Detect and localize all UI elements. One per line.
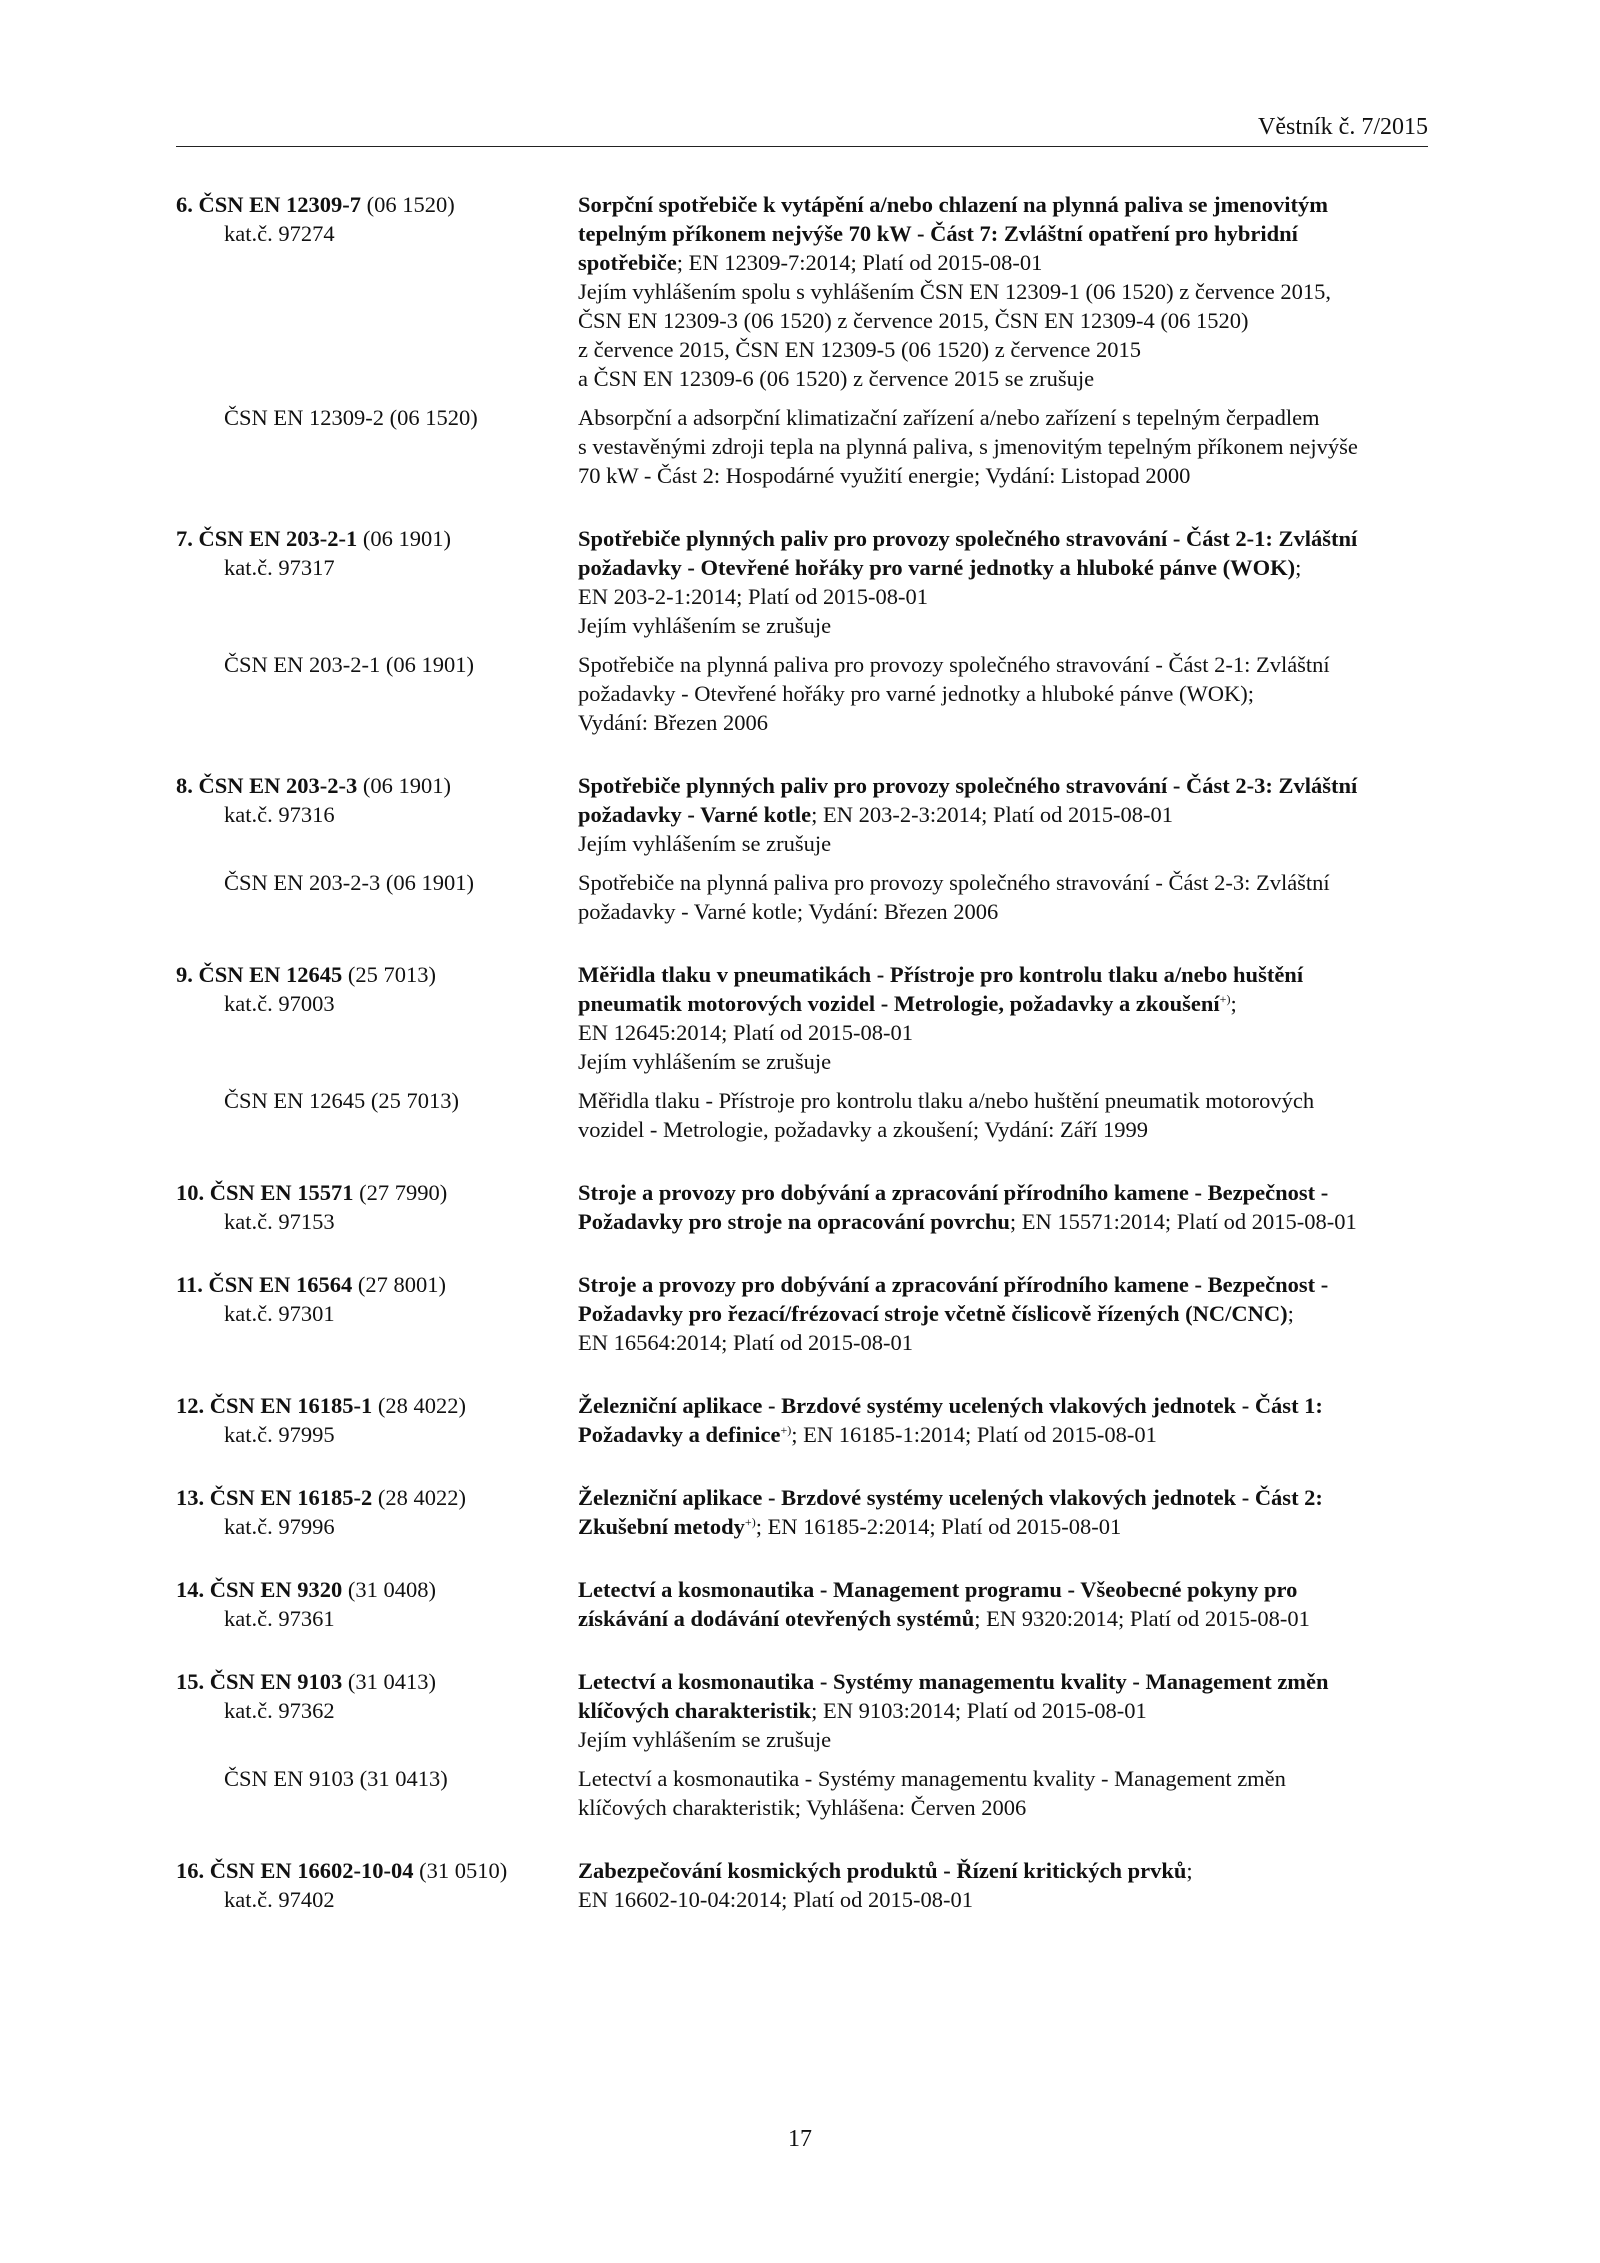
standard-title: Spotřebiče plynných paliv pro provozy společného stravování - Část 2-1: Zvláštní bbox=[578, 526, 1358, 551]
classification-code: (06 1901) bbox=[357, 773, 452, 798]
title-line bbox=[578, 248, 1436, 277]
title-line bbox=[578, 960, 1436, 989]
entry-number: 7. bbox=[176, 526, 199, 551]
entry-code-line bbox=[176, 1178, 578, 1207]
standard-entry bbox=[176, 1667, 1436, 1822]
standard-title: Železniční aplikace - Brzdové systémy ucelených vlakových jednotek - Část 2: bbox=[578, 1485, 1323, 1510]
entry-main-row bbox=[176, 1667, 1436, 1754]
title-line bbox=[578, 219, 1436, 248]
entry-identifier bbox=[176, 1483, 578, 1541]
catalog-number: kat.č. 97995 bbox=[224, 1422, 335, 1447]
withdrawn-identifier bbox=[176, 1086, 578, 1144]
standard-entry bbox=[176, 1483, 1436, 1541]
withdrawn-title-line: klíčových charakteristik; Vyhlášena: Červen 2006 bbox=[578, 1795, 1027, 1820]
title-line bbox=[578, 1667, 1436, 1696]
entry-number: 12. bbox=[176, 1393, 210, 1418]
withdrawn-description bbox=[578, 1764, 1436, 1822]
withdrawal-note: ČSN EN 12309-3 (06 1520) z července 2015, ČSN EN 12309-4 (06 1520) bbox=[578, 308, 1249, 333]
withdrawn-standard-row bbox=[176, 1086, 1436, 1144]
withdrawn-title-line: Vydání: Březen 2006 bbox=[578, 710, 768, 735]
catalog-number: kat.č. 97402 bbox=[224, 1887, 335, 1912]
entry-description bbox=[578, 1483, 1436, 1541]
catalog-number: kat.č. 97361 bbox=[224, 1606, 335, 1631]
standard-title: Požadavky pro řezací/frézovací stroje včetně číslicově řízených (NC/CNC) bbox=[578, 1301, 1288, 1326]
withdrawn-identifier bbox=[176, 650, 578, 737]
withdrawal-note: Jejím vyhlášením se zrušuje bbox=[578, 831, 832, 856]
withdrawal-note: Jejím vyhlášením se zrušuje bbox=[578, 1049, 832, 1074]
standard-code: ČSN EN 16564 bbox=[208, 1272, 353, 1297]
publication-info: ; bbox=[1287, 1301, 1294, 1326]
catalog-number: kat.č. 97274 bbox=[224, 221, 335, 246]
standard-code: ČSN EN 12309-7 bbox=[198, 192, 362, 217]
entry-main-row bbox=[176, 1391, 1436, 1449]
publication-info: EN 16602-10-04:2014; Platí od 2015-08-01 bbox=[578, 1887, 973, 1912]
publication-info: EN 12645:2014; Platí od 2015-08-01 bbox=[578, 1020, 913, 1045]
entry-number: 9. bbox=[176, 962, 199, 987]
catalog-number: kat.č. 97996 bbox=[224, 1514, 335, 1539]
classification-code: (31 0413) bbox=[342, 1669, 437, 1694]
entry-number: 14. bbox=[176, 1577, 210, 1602]
standard-entry bbox=[176, 1178, 1436, 1236]
withdrawn-standard-row bbox=[176, 868, 1436, 926]
entry-identifier bbox=[176, 771, 578, 858]
withdrawn-code: ČSN EN 203-2-3 (06 1901) bbox=[224, 870, 474, 895]
withdrawn-title-line: Spotřebiče na plynná paliva pro provozy společného stravování - Část 2-3: Zvláštní bbox=[578, 870, 1330, 895]
withdrawal-note: Jejím vyhlášením spolu s vyhlášením ČSN EN 12309-1 (06 1520) z července 2015, bbox=[578, 279, 1332, 304]
entry-identifier bbox=[176, 960, 578, 1076]
withdrawn-title-line: 70 kW - Část 2: Hospodárné využití energie; Vydání: Listopad 2000 bbox=[578, 463, 1191, 488]
entry-code-line bbox=[176, 771, 578, 800]
footnote-mark: +) bbox=[744, 1515, 756, 1529]
classification-code: (06 1901) bbox=[357, 526, 452, 551]
classification-code: (25 7013) bbox=[342, 962, 437, 987]
standard-title: Železniční aplikace - Brzdové systémy ucelených vlakových jednotek - Část 1: bbox=[578, 1393, 1323, 1418]
entry-identifier bbox=[176, 1391, 578, 1449]
entry-number: 6. bbox=[176, 192, 199, 217]
entry-description bbox=[578, 190, 1436, 393]
standard-title: tepelným příkonem nejvýše 70 kW - Část 7: Zvláštní opatření pro hybridní bbox=[578, 221, 1298, 246]
entry-identifier bbox=[176, 1270, 578, 1357]
catalog-number: kat.č. 97317 bbox=[224, 555, 335, 580]
title-line bbox=[578, 1512, 1436, 1541]
standard-title: požadavky - Varné kotle bbox=[578, 802, 812, 827]
standard-title: pneumatik motorových vozidel - Metrologie, požadavky a zkoušení bbox=[578, 991, 1220, 1016]
title-line bbox=[578, 1207, 1436, 1236]
entry-description bbox=[578, 1178, 1436, 1236]
publication-info: ; bbox=[1295, 555, 1302, 580]
withdrawn-title-line: Absorpční a adsorpční klimatizační zařízení a/nebo zařízení s tepelným čerpadlem bbox=[578, 405, 1320, 430]
classification-code: (27 7990) bbox=[353, 1180, 448, 1205]
withdrawn-title-line: Spotřebiče na plynná paliva pro provozy společného stravování - Část 2-1: Zvláštní bbox=[578, 652, 1330, 677]
withdrawn-code: ČSN EN 12309-2 (06 1520) bbox=[224, 405, 478, 430]
standard-title: Požadavky pro stroje na opracování povrchu bbox=[578, 1209, 1010, 1234]
standard-entry bbox=[176, 1391, 1436, 1449]
catalog-number: kat.č. 97316 bbox=[224, 802, 335, 827]
withdrawn-title-line: požadavky - Varné kotle; Vydání: Březen 2006 bbox=[578, 899, 999, 924]
entry-main-row bbox=[176, 960, 1436, 1076]
title-line bbox=[578, 771, 1436, 800]
withdrawal-note: z července 2015, ČSN EN 12309-5 (06 1520) z července 2015 bbox=[578, 337, 1141, 362]
withdrawn-title-line: Měřidla tlaku - Přístroje pro kontrolu tlaku a/nebo huštění pneumatik motorových bbox=[578, 1088, 1315, 1113]
page-number: 17 bbox=[788, 2126, 812, 2152]
standard-title: spotřebiče bbox=[578, 250, 677, 275]
classification-code: (31 0510) bbox=[413, 1858, 508, 1883]
standard-code: ČSN EN 9103 bbox=[209, 1669, 343, 1694]
withdrawn-title-line: s vestavěnými zdroji tepla na plynná paliva, s jmenovitým tepelným příkonem nejvýše bbox=[578, 434, 1358, 459]
withdrawn-title-line: vozidel - Metrologie, požadavky a zkoušení; Vydání: Září 1999 bbox=[578, 1117, 1149, 1142]
title-line bbox=[578, 1483, 1436, 1512]
standard-code: ČSN EN 16185-1 bbox=[209, 1393, 373, 1418]
entry-code-line bbox=[176, 1391, 578, 1420]
standard-title: získávání a dodávání otevřených systémů bbox=[578, 1606, 975, 1631]
footnote-mark: +) bbox=[780, 1423, 792, 1437]
entry-main-row bbox=[176, 524, 1436, 640]
entry-main-row bbox=[176, 1270, 1436, 1357]
entry-description bbox=[578, 771, 1436, 858]
catalog-number: kat.č. 97301 bbox=[224, 1301, 335, 1326]
classification-code: (28 4022) bbox=[372, 1485, 467, 1510]
withdrawn-code: ČSN EN 9103 (31 0413) bbox=[224, 1766, 448, 1791]
publication-info: ; EN 9320:2014; Platí od 2015-08-01 bbox=[974, 1606, 1310, 1631]
standard-title: klíčových charakteristik bbox=[578, 1698, 812, 1723]
standard-title: Stroje a provozy pro dobývání a zpracování přírodního kamene - Bezpečnost - bbox=[578, 1180, 1329, 1205]
entry-code-line bbox=[176, 1270, 578, 1299]
entry-number: 16. bbox=[176, 1858, 210, 1883]
standard-code: ČSN EN 203-2-3 bbox=[198, 773, 358, 798]
standard-entry bbox=[176, 1270, 1436, 1357]
publication-info: ; bbox=[1186, 1858, 1193, 1883]
title-line bbox=[578, 1856, 1436, 1885]
entry-identifier bbox=[176, 1178, 578, 1236]
publication-info: EN 16564:2014; Platí od 2015-08-01 bbox=[578, 1330, 913, 1355]
title-line bbox=[578, 190, 1436, 219]
withdrawn-identifier bbox=[176, 1764, 578, 1822]
withdrawal-note: a ČSN EN 12309-6 (06 1520) z července 2015 se zrušuje bbox=[578, 366, 1095, 391]
standard-title: Sorpční spotřebiče k vytápění a/nebo chlazení na plynná paliva se jmenovitým bbox=[578, 192, 1329, 217]
entry-identifier bbox=[176, 1667, 578, 1754]
standard-code: ČSN EN 9320 bbox=[209, 1577, 343, 1602]
entry-code-line bbox=[176, 1856, 578, 1885]
title-line bbox=[578, 1696, 1436, 1725]
title-line bbox=[578, 989, 1436, 1018]
classification-code: (28 4022) bbox=[372, 1393, 467, 1418]
catalog-number: kat.č. 97362 bbox=[224, 1698, 335, 1723]
standard-title: Zabezpečování kosmických produktů - Řízení kritických prvků bbox=[578, 1858, 1187, 1883]
publication-info: ; EN 203-2-3:2014; Platí od 2015-08-01 bbox=[811, 802, 1174, 827]
withdrawn-title-line: požadavky - Otevřené hořáky pro varné jednotky a hluboké pánve (WOK); bbox=[578, 681, 1254, 706]
title-line bbox=[578, 1178, 1436, 1207]
standard-title: Letectví a kosmonautika - Management programu - Všeobecné pokyny pro bbox=[578, 1577, 1298, 1602]
standard-title: Letectví a kosmonautika - Systémy managementu kvality - Management změn bbox=[578, 1669, 1329, 1694]
entry-description bbox=[578, 1391, 1436, 1449]
entry-number: 13. bbox=[176, 1485, 210, 1510]
withdrawn-identifier bbox=[176, 403, 578, 490]
entry-description bbox=[578, 1575, 1436, 1633]
standard-title: Požadavky a definice bbox=[578, 1422, 781, 1447]
entry-code-line bbox=[176, 1667, 578, 1696]
withdrawn-code: ČSN EN 203-2-1 (06 1901) bbox=[224, 652, 474, 677]
title-line bbox=[578, 1604, 1436, 1633]
publication-info: ; EN 16185-2:2014; Platí od 2015-08-01 bbox=[755, 1514, 1122, 1539]
page-header bbox=[176, 112, 1428, 147]
standard-entry bbox=[176, 960, 1436, 1144]
publication-info: ; bbox=[1230, 991, 1237, 1016]
title-line bbox=[578, 800, 1436, 829]
entry-identifier bbox=[176, 1856, 578, 1914]
entry-number: 11. bbox=[176, 1272, 209, 1297]
withdrawn-title-line: Letectví a kosmonautika - Systémy managementu kvality - Management změn bbox=[578, 1766, 1286, 1791]
entry-code-line bbox=[176, 1575, 578, 1604]
entry-identifier bbox=[176, 190, 578, 393]
title-line bbox=[578, 1391, 1436, 1420]
entry-main-row bbox=[176, 771, 1436, 858]
standard-entry bbox=[176, 1575, 1436, 1633]
withdrawn-standard-row bbox=[176, 1764, 1436, 1822]
entry-description bbox=[578, 1667, 1436, 1754]
withdrawn-description bbox=[578, 650, 1436, 737]
title-line bbox=[578, 524, 1436, 553]
standard-title: Zkušební metody bbox=[578, 1514, 745, 1539]
entry-number: 10. bbox=[176, 1180, 210, 1205]
withdrawal-note: Jejím vyhlášením se zrušuje bbox=[578, 613, 832, 638]
withdrawal-note: Jejím vyhlášením se zrušuje bbox=[578, 1727, 832, 1752]
entry-number: 15. bbox=[176, 1669, 210, 1694]
standards-list bbox=[176, 190, 1436, 1948]
title-line bbox=[578, 553, 1436, 582]
entry-main-row bbox=[176, 190, 1436, 393]
catalog-number: kat.č. 97153 bbox=[224, 1209, 335, 1234]
withdrawn-standard-row bbox=[176, 650, 1436, 737]
entry-number: 8. bbox=[176, 773, 199, 798]
standard-title: Spotřebiče plynných paliv pro provozy společného stravování - Část 2-3: Zvláštní bbox=[578, 773, 1358, 798]
entry-code-line bbox=[176, 1483, 578, 1512]
publication-info: ; EN 12309-7:2014; Platí od 2015-08-01 bbox=[676, 250, 1043, 275]
title-line bbox=[578, 1575, 1436, 1604]
standard-title: Stroje a provozy pro dobývání a zpracování přírodního kamene - Bezpečnost - bbox=[578, 1272, 1329, 1297]
withdrawn-description bbox=[578, 868, 1436, 926]
publication-info: ; EN 15571:2014; Platí od 2015-08-01 bbox=[1009, 1209, 1357, 1234]
entry-code-line bbox=[176, 524, 578, 553]
journal-title: Věstník č. 7/2015 bbox=[1258, 114, 1428, 140]
catalog-number: kat.č. 97003 bbox=[224, 991, 335, 1016]
entry-description bbox=[578, 960, 1436, 1076]
title-line bbox=[578, 1420, 1436, 1449]
withdrawn-description bbox=[578, 1086, 1436, 1144]
footnote-mark: +) bbox=[1219, 992, 1231, 1006]
publication-info: ; EN 16185-1:2014; Platí od 2015-08-01 bbox=[791, 1422, 1157, 1447]
entry-identifier bbox=[176, 1575, 578, 1633]
entry-code-line bbox=[176, 190, 578, 219]
title-line bbox=[578, 1270, 1436, 1299]
standard-entry bbox=[176, 524, 1436, 737]
classification-code: (06 1520) bbox=[361, 192, 455, 217]
standard-entry bbox=[176, 190, 1436, 490]
title-line bbox=[578, 1299, 1436, 1328]
entry-description bbox=[578, 1270, 1436, 1357]
withdrawn-standard-row bbox=[176, 403, 1436, 490]
classification-code: (31 0408) bbox=[342, 1577, 437, 1602]
withdrawn-description bbox=[578, 403, 1436, 490]
publication-info: ; EN 9103:2014; Platí od 2015-08-01 bbox=[811, 1698, 1147, 1723]
withdrawn-identifier bbox=[176, 868, 578, 926]
standard-entry bbox=[176, 771, 1436, 926]
standard-title: požadavky - Otevřené hořáky pro varné jednotky a hluboké pánve (WOK) bbox=[578, 555, 1296, 580]
standard-code: ČSN EN 203-2-1 bbox=[198, 526, 358, 551]
entry-identifier bbox=[176, 524, 578, 640]
standard-code: ČSN EN 12645 bbox=[198, 962, 343, 987]
standard-code: ČSN EN 15571 bbox=[209, 1180, 354, 1205]
standard-title: Měřidla tlaku v pneumatikách - Přístroje pro kontrolu tlaku a/nebo huštění bbox=[578, 962, 1304, 987]
entry-main-row bbox=[176, 1575, 1436, 1633]
entry-main-row bbox=[176, 1483, 1436, 1541]
withdrawn-code: ČSN EN 12645 (25 7013) bbox=[224, 1088, 459, 1113]
standard-entry bbox=[176, 1856, 1436, 1914]
entry-main-row bbox=[176, 1178, 1436, 1236]
standard-code: ČSN EN 16602-10-04 bbox=[209, 1858, 414, 1883]
entry-main-row bbox=[176, 1856, 1436, 1914]
entry-description bbox=[578, 1856, 1436, 1914]
entry-description bbox=[578, 524, 1436, 640]
publication-info: EN 203-2-1:2014; Platí od 2015-08-01 bbox=[578, 584, 928, 609]
classification-code: (27 8001) bbox=[352, 1272, 447, 1297]
standard-code: ČSN EN 16185-2 bbox=[209, 1485, 373, 1510]
entry-code-line bbox=[176, 960, 578, 989]
